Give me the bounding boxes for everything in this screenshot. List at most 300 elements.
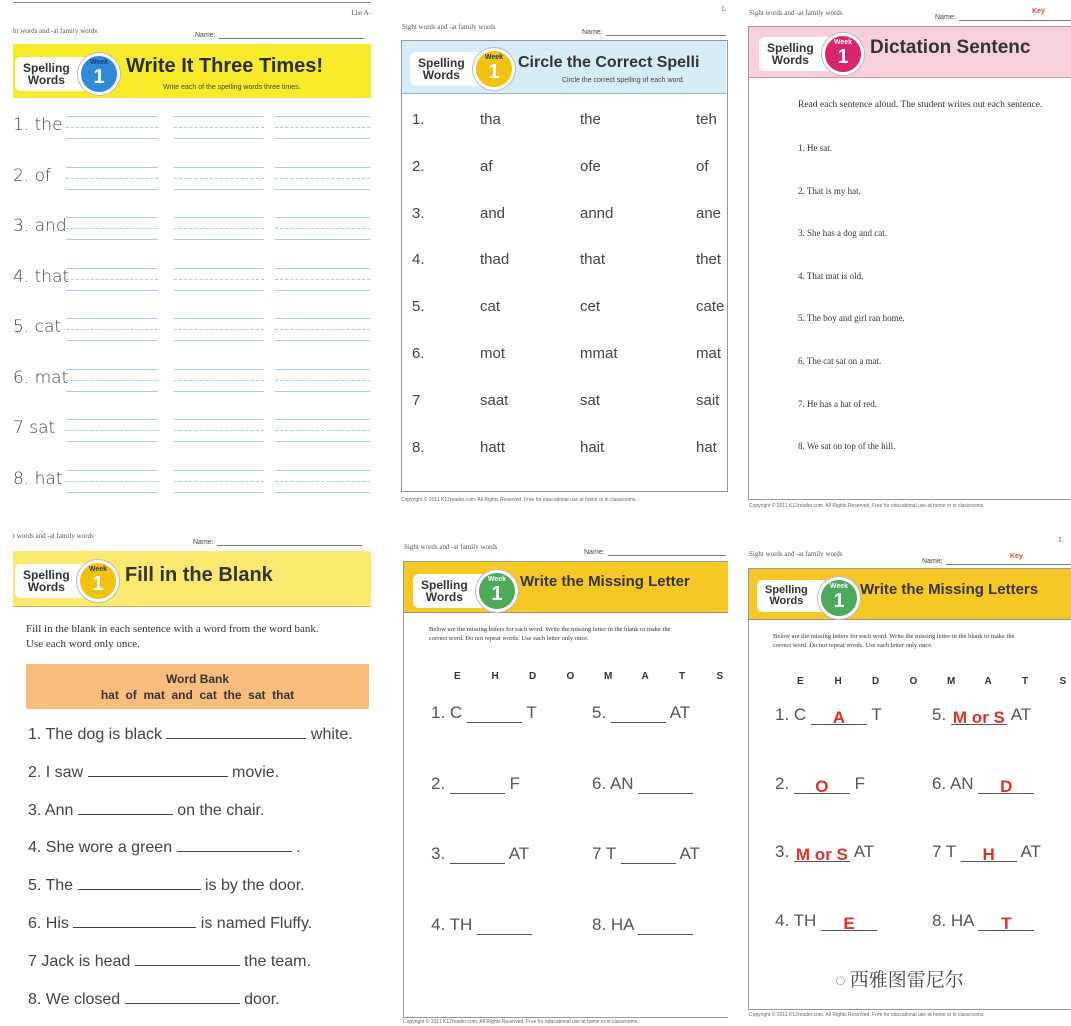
choice-c: thet bbox=[696, 251, 722, 269]
badge-line1: Spelling bbox=[418, 56, 465, 70]
letter-blank bbox=[450, 847, 505, 864]
guide-line-top bbox=[275, 318, 370, 319]
missing-letter-item bbox=[775, 911, 877, 931]
missing-letter-item bbox=[592, 703, 690, 723]
answer-letter: H bbox=[961, 845, 1017, 862]
dictation-sentence: 2. That is my hat. bbox=[798, 185, 861, 196]
fill-sentence bbox=[28, 915, 312, 933]
guide-line-mid bbox=[174, 127, 264, 128]
guide-line-top bbox=[66, 268, 158, 269]
bank-letter: S bbox=[1059, 676, 1067, 687]
worksheet-dictation bbox=[747, 0, 1071, 515]
row-number: 7 bbox=[412, 391, 421, 409]
header-right: List A- bbox=[351, 9, 371, 17]
guide-line-base bbox=[275, 239, 370, 240]
row-word-label: 5. cat bbox=[13, 317, 62, 337]
item-prefix: 2. bbox=[775, 773, 794, 793]
name-label: Name: bbox=[193, 539, 214, 546]
item-prefix: 6. AN bbox=[592, 773, 639, 793]
answer-letter: D bbox=[978, 777, 1034, 794]
item-prefix: 3. bbox=[775, 842, 794, 861]
copyright: Copyright © 2011 K12reader.com. All Rights Reserved. Free for educational use at home or in classrooms. bbox=[749, 1012, 985, 1018]
choice-row bbox=[400, 439, 728, 459]
choice-a: thad bbox=[480, 251, 510, 269]
name-field bbox=[935, 13, 1071, 21]
practice-row bbox=[13, 262, 371, 312]
week-label: Week bbox=[487, 576, 507, 583]
practice-row bbox=[13, 211, 371, 261]
sentence-end: movie. bbox=[227, 763, 280, 781]
choice-a: cat bbox=[480, 298, 501, 316]
guide-line-mid bbox=[174, 228, 264, 229]
choice-b: the bbox=[580, 111, 601, 128]
guide-line-top bbox=[275, 268, 370, 269]
dictation-sentence: 8. We sat on top of the hill. bbox=[798, 441, 896, 452]
page-subtitle: Circle the correct spelling of each word. bbox=[562, 77, 685, 84]
sentence-end: is by the door. bbox=[200, 877, 305, 895]
guide-line-mid bbox=[66, 329, 158, 330]
letter-blank bbox=[638, 918, 693, 935]
choice-b: hait bbox=[580, 438, 605, 456]
guide-line-top bbox=[174, 167, 264, 168]
badge-line1: Spelling bbox=[23, 61, 70, 75]
badge-line2: Words bbox=[422, 68, 460, 82]
choice-b: mmat bbox=[580, 345, 618, 362]
guide-line-mid bbox=[174, 178, 264, 179]
sentence-start: 8. We closed bbox=[28, 990, 125, 1008]
watermark-text: 西雅图雷尼尔 bbox=[849, 969, 964, 991]
name-label: Name: bbox=[195, 32, 216, 39]
fill-sentence bbox=[28, 953, 311, 971]
missing-letter-item bbox=[431, 844, 529, 864]
item-prefix: 5. bbox=[592, 703, 611, 722]
badge-line1: Spelling bbox=[767, 41, 814, 55]
guide-line-base bbox=[66, 391, 158, 392]
answer-blank bbox=[177, 851, 292, 852]
guide-line-base bbox=[174, 391, 264, 392]
copyright: Copyright © 2011 K12reader.com. All Rights Reserved. Free for educational use at home or in classrooms. bbox=[403, 1019, 639, 1025]
page-title: Fill in the Blank bbox=[125, 564, 273, 586]
bank-letter: T bbox=[679, 671, 686, 682]
guide-line-mid bbox=[275, 481, 370, 482]
header-left: ht words and -at family words bbox=[13, 27, 98, 35]
worksheet-write-three-times bbox=[13, 0, 371, 505]
answer-blank bbox=[135, 965, 240, 966]
week-number-badge bbox=[473, 48, 515, 90]
badge-line2: Words bbox=[771, 53, 809, 67]
dictation-sentence: 6. The cat sat on a mat. bbox=[798, 356, 882, 366]
fill-sentence bbox=[28, 839, 300, 857]
instruction-text: Read each sentence aloud. The student writes out each sentence. bbox=[798, 100, 1043, 110]
header-right: L bbox=[721, 5, 726, 13]
guide-line-base bbox=[66, 441, 158, 442]
item-suffix: AT bbox=[849, 842, 875, 861]
bank-letter: O bbox=[909, 676, 918, 687]
page-title: Circle the Correct Spelli bbox=[518, 54, 700, 71]
choice-a: and bbox=[480, 204, 506, 222]
week-label: Week bbox=[89, 59, 109, 66]
week-num: 1 bbox=[491, 583, 503, 605]
answer-letter: E bbox=[821, 914, 877, 931]
guide-line-mid bbox=[174, 279, 264, 280]
guide-line-mid bbox=[174, 430, 264, 431]
answer-key-label: Key bbox=[1010, 553, 1023, 560]
row-word-label: 6. mat bbox=[13, 367, 69, 388]
fill-sentence bbox=[28, 726, 353, 744]
bank-letter: M bbox=[947, 676, 956, 687]
sentence-end: door. bbox=[239, 990, 280, 1008]
choice-a: af bbox=[480, 157, 493, 175]
guide-line-mid bbox=[66, 481, 158, 482]
missing-letter-item bbox=[775, 705, 882, 725]
answer-blank bbox=[78, 889, 201, 890]
choice-row bbox=[400, 158, 728, 178]
letter-blank bbox=[611, 706, 666, 723]
guide-line-top bbox=[174, 470, 264, 471]
guide-line-mid bbox=[66, 127, 158, 128]
item-prefix: 7 T bbox=[932, 842, 961, 861]
week-label: Week bbox=[88, 566, 108, 573]
guide-line-base bbox=[275, 189, 370, 190]
dictation-sentence: 1. He sat. bbox=[798, 143, 832, 153]
name-label: Name: bbox=[584, 549, 605, 556]
instruction-line2: Use each word only once. bbox=[26, 638, 140, 650]
fill-sentence bbox=[28, 802, 264, 820]
item-suffix: AT bbox=[675, 844, 700, 863]
missing-letter-item bbox=[431, 915, 532, 935]
guide-line-base bbox=[174, 239, 264, 240]
sentence-end: on the chair. bbox=[172, 801, 265, 819]
page-title: Write the Missing Letters bbox=[860, 581, 1039, 598]
guide-line-mid bbox=[275, 329, 370, 330]
missing-letter-item bbox=[592, 915, 693, 935]
worksheet-fill-in-blank bbox=[13, 528, 371, 1026]
practice-row bbox=[13, 110, 371, 160]
name-field bbox=[582, 28, 726, 36]
guide-line-top bbox=[66, 419, 158, 420]
item-prefix: 3. bbox=[431, 844, 450, 863]
sentence-start: 1. The dog is black bbox=[28, 726, 167, 743]
missing-letter-item bbox=[932, 842, 1041, 862]
week-number-badge bbox=[78, 53, 120, 95]
guide-line-base bbox=[66, 138, 158, 139]
row-number: 1. bbox=[412, 111, 425, 128]
guide-line-base bbox=[174, 441, 264, 442]
name-field bbox=[195, 31, 364, 39]
worksheet-missing-letters bbox=[400, 528, 728, 1026]
name-label: Name: bbox=[935, 14, 956, 21]
answer-letter: M or S bbox=[794, 845, 850, 862]
watermark bbox=[835, 965, 964, 992]
guide-line-top bbox=[174, 419, 264, 420]
missing-letter-item bbox=[431, 703, 537, 723]
item-prefix: 8. HA bbox=[592, 914, 639, 934]
choice-c: teh bbox=[696, 111, 717, 128]
guide-line-base bbox=[275, 138, 370, 139]
badge-line2: Words bbox=[27, 73, 65, 87]
choice-b: annd bbox=[580, 204, 614, 222]
guide-line-top bbox=[66, 167, 158, 168]
row-number: 5. bbox=[412, 298, 425, 316]
item-suffix: AT bbox=[1016, 842, 1041, 861]
worksheet-missing-letters-key bbox=[747, 528, 1071, 1026]
row-number: 6. bbox=[412, 345, 425, 362]
guide-line-top bbox=[275, 419, 370, 420]
choice-row bbox=[400, 205, 728, 225]
header-left: Sight words and -at family words bbox=[402, 23, 496, 31]
name-label: Name: bbox=[922, 558, 943, 565]
answer-letter: A bbox=[811, 708, 867, 725]
header-left: t words and -at family words bbox=[13, 532, 94, 540]
copyright: Copyright © 2011 K12reader.com. All Rights Reserved. Free for educational use at home or in classrooms. bbox=[401, 497, 637, 503]
copyright: Copyright © 2011 K12reader.com. All Rights Reserved. Free for educational use at home or in classrooms. bbox=[749, 503, 985, 509]
badge-line2: Words bbox=[769, 595, 804, 607]
week-num: 1 bbox=[837, 46, 849, 68]
item-prefix: 4. TH bbox=[431, 914, 477, 934]
week-num: 1 bbox=[93, 66, 105, 88]
bank-letter: E bbox=[454, 671, 461, 682]
choice-row bbox=[400, 251, 728, 271]
guide-line-base bbox=[275, 441, 370, 442]
guide-line-top bbox=[275, 369, 370, 370]
practice-row bbox=[13, 413, 371, 463]
answer-blank bbox=[166, 738, 306, 739]
guide-line-top bbox=[66, 318, 158, 319]
wechat-icon: ◌ bbox=[835, 970, 846, 990]
guide-line-mid bbox=[275, 430, 370, 431]
row-word-label: 4. that bbox=[13, 266, 70, 287]
week-number-badge bbox=[476, 570, 518, 612]
sentence-end: the team. bbox=[239, 952, 311, 970]
guide-line-mid bbox=[275, 380, 370, 381]
item-suffix: T bbox=[866, 705, 882, 724]
guide-line-mid bbox=[66, 279, 158, 280]
name-field bbox=[193, 538, 362, 546]
guide-line-mid bbox=[275, 178, 370, 179]
item-prefix: 1. C bbox=[775, 705, 811, 724]
missing-letter-item bbox=[932, 774, 1034, 794]
badge-line1: Spelling bbox=[421, 578, 468, 592]
bank-letter: O bbox=[566, 671, 575, 682]
header-left: Sight words and -at family words bbox=[404, 543, 498, 551]
item-prefix: 8. HA bbox=[932, 910, 979, 930]
answer-letter: M or S bbox=[951, 708, 1007, 725]
guide-line-mid bbox=[275, 279, 370, 280]
missing-letter-item bbox=[592, 774, 693, 794]
bank-letter: M bbox=[604, 671, 613, 682]
item-suffix: AT bbox=[1006, 705, 1032, 724]
week-label: Week bbox=[829, 583, 849, 590]
instruction-line2: correct word. Do not repeat words. Use each letter only once. bbox=[773, 642, 933, 649]
item-suffix: T bbox=[521, 703, 537, 722]
week-num: 1 bbox=[488, 61, 500, 83]
item-prefix: 2. bbox=[431, 773, 450, 793]
guide-line-mid bbox=[174, 380, 264, 381]
missing-letter-item bbox=[431, 774, 520, 794]
badge-line2: Words bbox=[425, 590, 463, 604]
letter-blank bbox=[477, 918, 532, 935]
answer-letter: T bbox=[978, 914, 1034, 931]
row-number: 3. bbox=[412, 204, 425, 222]
choice-row bbox=[400, 111, 728, 131]
guide-line-top bbox=[66, 470, 158, 471]
guide-line-base bbox=[66, 290, 158, 291]
guide-line-mid bbox=[275, 127, 370, 128]
worksheet-frame bbox=[748, 26, 1071, 500]
guide-line-base bbox=[174, 290, 264, 291]
guide-line-top bbox=[66, 217, 158, 218]
guide-line-base bbox=[275, 492, 370, 493]
answer-blank bbox=[78, 814, 173, 815]
guide-line-top bbox=[174, 217, 264, 218]
choice-c: hat bbox=[696, 438, 717, 456]
answer-blank bbox=[88, 776, 228, 777]
guide-line-base bbox=[66, 239, 158, 240]
choice-a: mot bbox=[480, 345, 506, 362]
guide-line-mid bbox=[66, 228, 158, 229]
week-label: Week bbox=[484, 54, 504, 61]
choice-c: of bbox=[696, 157, 709, 175]
fill-sentence bbox=[28, 764, 279, 782]
sentence-start: 2. I saw bbox=[28, 763, 88, 781]
guide-line-top bbox=[66, 369, 158, 370]
guide-line-mid bbox=[66, 430, 158, 431]
page-title: Write the Missing Letter bbox=[520, 573, 690, 590]
choice-c: ane bbox=[696, 204, 722, 222]
guide-line-mid bbox=[66, 380, 158, 381]
letter-blank bbox=[467, 706, 522, 723]
guide-line-top bbox=[174, 369, 264, 370]
badge-line2: Words bbox=[27, 580, 65, 594]
header-left: Sight words and -at family words bbox=[749, 550, 843, 558]
bank-letter: H bbox=[491, 671, 499, 682]
divider bbox=[13, 2, 371, 3]
item-prefix: 1. C bbox=[431, 703, 467, 722]
row-word-label: 8. hat bbox=[13, 468, 63, 489]
page-title: Write It Three Times! bbox=[126, 55, 324, 77]
instruction-line1: Fill in the blank in each sentence with a word from the word bank. bbox=[26, 623, 319, 635]
choice-c: sait bbox=[696, 391, 720, 409]
choice-c: mat bbox=[696, 345, 722, 362]
week-num: 1 bbox=[92, 573, 104, 595]
worksheet-circle-correct bbox=[400, 0, 728, 505]
bank-letter: T bbox=[1022, 676, 1029, 687]
bank-letter: A bbox=[641, 671, 649, 682]
dictation-sentence: 5. The boy and girl ran home. bbox=[798, 313, 905, 324]
choice-b: cet bbox=[580, 298, 601, 316]
row-word-label: 7 sat bbox=[13, 418, 56, 438]
guide-line-top bbox=[174, 318, 264, 319]
week-num: 1 bbox=[833, 590, 845, 612]
choice-a: saat bbox=[480, 391, 509, 409]
badge-line1: Spelling bbox=[23, 568, 70, 582]
missing-letter-item bbox=[592, 844, 700, 864]
word-bank-words: hat of mat and cat the sat that bbox=[100, 688, 295, 702]
answer-blank bbox=[73, 927, 196, 928]
row-word-label: 1. the bbox=[13, 115, 63, 135]
item-suffix: F bbox=[504, 773, 521, 793]
guide-line-base bbox=[174, 492, 264, 493]
choice-row bbox=[400, 298, 728, 318]
week-label: Week bbox=[833, 39, 853, 46]
guide-line-mid bbox=[275, 228, 370, 229]
practice-row bbox=[13, 312, 371, 362]
bank-letter: S bbox=[716, 671, 724, 682]
sentence-start: 6. His bbox=[28, 915, 74, 932]
practice-row bbox=[13, 464, 371, 506]
choice-a: tha bbox=[480, 111, 501, 128]
guide-line-base bbox=[275, 290, 370, 291]
fill-sentence bbox=[28, 991, 280, 1009]
guide-line-mid bbox=[174, 329, 264, 330]
choice-a: hatt bbox=[480, 438, 506, 456]
dictation-sentence: 7. He has a hat of red. bbox=[798, 398, 877, 409]
letter-blank bbox=[638, 777, 693, 794]
week-number-badge bbox=[818, 577, 860, 619]
missing-letter-item bbox=[932, 705, 1031, 725]
guide-line-base bbox=[275, 391, 370, 392]
guide-line-base bbox=[66, 189, 158, 190]
instruction-line1: Below are the missing letters for each word. Write the missing letter in the blank to make the bbox=[773, 633, 1015, 640]
item-suffix: F bbox=[849, 773, 866, 793]
instruction-line2: correct word. Do not repeat words. Use each letter only once. bbox=[429, 635, 589, 642]
guide-line-base bbox=[66, 340, 158, 341]
guide-line-base bbox=[275, 340, 370, 341]
choice-b: sat bbox=[580, 391, 601, 409]
dictation-sentence: 3. She has a dog and cat. bbox=[798, 228, 887, 239]
name-label: Name: bbox=[582, 29, 603, 36]
missing-letter-item bbox=[775, 842, 874, 862]
choice-b: that bbox=[580, 251, 606, 269]
letter-blank bbox=[621, 847, 676, 864]
guide-line-mid bbox=[66, 178, 158, 179]
dictation-sentence: 4. That mat is old. bbox=[798, 270, 864, 281]
letter-blank bbox=[450, 777, 505, 794]
bank-letter: H bbox=[834, 676, 842, 687]
answer-letter: O bbox=[794, 777, 850, 794]
instruction-line1: Below are the missing letters for each word. Write the missing letter in the blank to make the bbox=[429, 626, 671, 633]
answer-blank bbox=[125, 1003, 240, 1004]
guide-line-top bbox=[66, 116, 158, 117]
header-right: L bbox=[1058, 536, 1063, 544]
choice-row bbox=[400, 345, 728, 365]
guide-line-base bbox=[174, 340, 264, 341]
sentence-end: is named Fluffy. bbox=[196, 915, 313, 932]
week-number-badge bbox=[822, 33, 864, 75]
guide-line-top bbox=[275, 470, 370, 471]
header-left: Sight words and -at family words bbox=[749, 9, 843, 17]
sentence-start: 3. Ann bbox=[28, 801, 78, 819]
letter-bank bbox=[797, 676, 1071, 687]
item-prefix: 4. TH bbox=[775, 910, 821, 930]
guide-line-base bbox=[174, 138, 264, 139]
item-suffix: AT bbox=[665, 703, 691, 722]
guide-line-top bbox=[275, 116, 370, 117]
item-prefix: 5. bbox=[932, 705, 951, 724]
guide-line-top bbox=[275, 167, 370, 168]
choice-c: cate bbox=[696, 298, 725, 316]
sentence-end: . bbox=[291, 839, 301, 857]
practice-row bbox=[13, 363, 371, 413]
choice-b: ofe bbox=[580, 157, 601, 175]
item-prefix: 7 T bbox=[592, 844, 621, 863]
guide-line-top bbox=[174, 268, 264, 269]
missing-letter-item bbox=[775, 774, 865, 794]
letter-bank bbox=[454, 671, 728, 682]
word-bank bbox=[26, 664, 369, 709]
name-field bbox=[584, 548, 726, 556]
row-word-label: 2. of bbox=[13, 165, 52, 186]
